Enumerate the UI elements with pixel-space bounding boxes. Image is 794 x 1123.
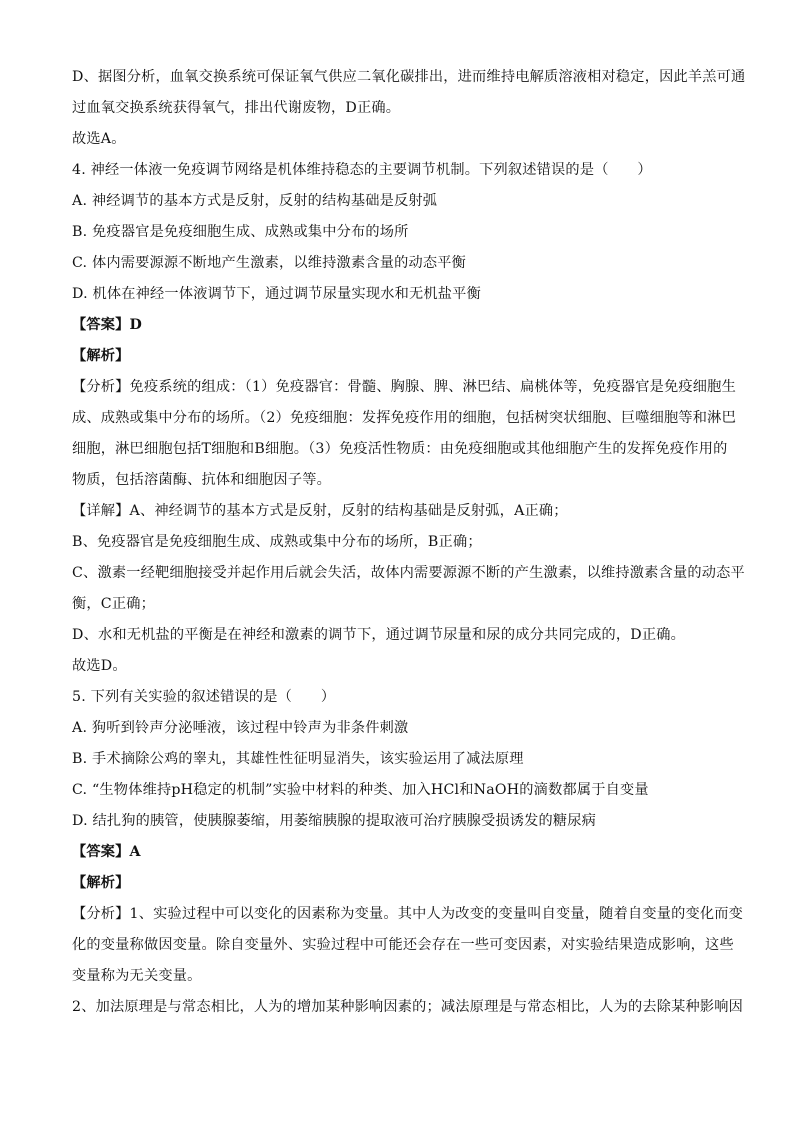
text-line: C、激素一经靶细胞接受并起作用后就会失活，故体内需要源源不断的产生激素，以维持激素含量的动态平 [72, 565, 745, 581]
question-4-option-c: C. 体内需要源源不断地产生激素，以维持激素含量的动态平衡 [72, 255, 467, 271]
text-line: 物质，包括溶菌酶、抗体和细胞因子等。 [72, 472, 331, 488]
question-5-option-d: D. 结扎狗的胰管，使胰腺萎缩，用萎缩胰腺的提取液可治疗胰腺受损诱发的糖尿病 [72, 813, 597, 829]
text-line: 【详解】A、神经调节的基本方式是反射，反射的结构基础是反射弧，A正确； [72, 503, 568, 519]
text-line: 衡，C正确； [72, 596, 155, 612]
text-line: 变量称为无关变量。 [72, 968, 202, 984]
text-line: 成、成熟或集中分布的场所。（2）免疫细胞：发挥免疫作用的细胞，包括树突状细胞、巨噬细胞等和淋巴 [72, 410, 736, 426]
question-4-stem: 4. 神经一体液一免疫调节网络是机体维持稳态的主要调节机制。下列叙述错误的是（ ） [72, 162, 652, 178]
text-line: B、免疫器官是免疫细胞生成、成熟或集中分布的场所，B正确； [72, 534, 482, 550]
document-page [72, 62, 746, 1023]
text-line: 【分析】1、实验过程中可以变化的因素称为变量。其中人为改变的变量叫自变量，随着自变量的变化而变 [72, 906, 744, 922]
answer-label: 【答案】D [72, 317, 143, 333]
text-line: 细胞，淋巴细胞包括T细胞和B细胞。（3）免疫活性物质：由免疫细胞或其他细胞产生的发挥免疫作用的 [72, 441, 728, 457]
answer-label: 【答案】A [72, 844, 141, 860]
text-line: 故选A。 [72, 131, 126, 147]
analysis-label: 【解析】 [72, 348, 130, 364]
text-line: 化的变量称做因变量。除自变量外、实验过程中可能还会存在一些可变因素，对实验结果造成影响，这些 [72, 937, 734, 953]
text-line: D、据图分析，血氧交换系统可保证氧气供应二氧化碳排出，进而维持电解质溶液相对稳定，因此羊羔可通 [72, 69, 746, 85]
text-line: 过血氧交换系统获得氧气，排出代谢废物，D正确。 [72, 100, 401, 116]
question-5-option-b: B. 手术摘除公鸡的睾丸，其雄性性征明显消失，该实验运用了减法原理 [72, 751, 524, 767]
question-5-option-a: A. 狗听到铃声分泌唾液，该过程中铃声为非条件刺激 [72, 720, 409, 736]
question-5-stem: 5. 下列有关实验的叙述错误的是（ ） [72, 689, 336, 705]
text-line: D、水和无机盐的平衡是在神经和激素的调节下，通过调节尿量和尿的成分共同完成的，D正确。 [72, 627, 686, 643]
question-4-option-d: D. 机体在神经一体液调节下，通过调节尿量实现水和无机盐平衡 [72, 286, 481, 302]
analysis-label: 【解析】 [72, 875, 130, 891]
question-4-option-b: B. 免疫器官是免疫细胞生成、成熟或集中分布的场所 [72, 224, 409, 240]
text-line: 【分析】免疫系统的组成：（1）免疫器官：骨髓、胸腺、脾、淋巴结、扁桃体等，免疫器官是免疫细胞生 [72, 379, 736, 395]
question-5-option-c: C. “生物体维持pH稳定的机制”实验中材料的种类、加入HCl和NaOH的滴数都属于自变量 [72, 782, 649, 798]
question-4-option-a: A. 神经调节的基本方式是反射，反射的结构基础是反射弧 [72, 193, 438, 209]
text-line: 故选D。 [72, 658, 127, 674]
text-line: 2、加法原理是与常态相比，人为的增加某种影响因素的；减法原理是与常态相比，人为的去除某种影响因 [72, 999, 744, 1015]
